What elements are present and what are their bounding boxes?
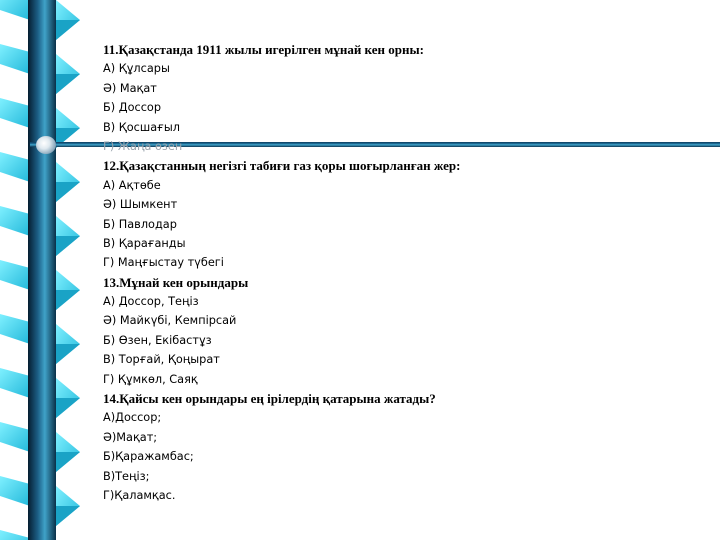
ribbon-left-segment — [0, 530, 30, 540]
question-block — [103, 40, 703, 156]
ribbon-left-segment — [0, 476, 30, 506]
ribbon-left-segment — [0, 98, 30, 128]
answer-option: А) Доссор, Теңіз — [103, 295, 199, 309]
question-title: 14.Қайсы кен орындары ең ірілердің қатарына жатады? — [103, 391, 436, 407]
answer-option: Б) Павлодар — [103, 217, 177, 231]
answer-option: А) Ақтөбе — [103, 178, 161, 192]
question-title: 13.Мұнай кен орындары — [103, 274, 249, 290]
answer-option: Ә) Шымкент — [103, 198, 178, 212]
question-block — [103, 389, 703, 505]
quiz-content — [103, 40, 703, 505]
answer-option: Ә)Мақат; — [103, 430, 158, 444]
ribbon-left-segment — [0, 44, 30, 74]
answer-option: Б) Өзен, Екібастұз — [103, 333, 212, 347]
answer-option: Г) Маңғыстау түбегі — [103, 256, 224, 270]
answer-option: Г)Қаламқас. — [103, 488, 176, 502]
vertical-bar — [28, 0, 56, 540]
orb-ornament — [36, 136, 56, 154]
ribbon-left-segment — [0, 314, 30, 344]
answer-option: Ә) Майкүбі, Кемпірсай — [103, 314, 237, 328]
answer-option: В) Қарағанды — [103, 236, 186, 250]
answer-option: А)Доссор; — [103, 411, 162, 425]
ribbon-left-segment — [0, 206, 30, 236]
answer-option: В) Қосшағыл — [103, 120, 180, 134]
answer-option: В)Теңіз; — [103, 469, 150, 483]
decorative-ribbon-border — [0, 0, 110, 540]
answer-option: В) Торғай, Қоңырат — [103, 353, 220, 367]
ribbon-left-segment — [0, 260, 30, 290]
answer-option: Б) Доссор — [103, 101, 161, 115]
answer-option: Ә) Мақат — [103, 81, 157, 95]
answer-option: Б)Қаражамбас; — [103, 450, 194, 464]
answer-option: А) Құлсары — [103, 62, 170, 76]
ribbon-left-segment — [0, 422, 30, 452]
question-block — [103, 156, 703, 272]
ribbon-left-segment — [0, 152, 30, 182]
answer-option: Г) Құмкөл, Саяқ — [103, 372, 198, 386]
ribbon-left-segment — [0, 368, 30, 398]
ribbon-left-segment — [0, 0, 30, 20]
answer-option: Г) Жаңа өзен — [103, 139, 183, 153]
question-title: 12.Қазақстанның негізгі табиғи газ қоры шоғырланған жер: — [103, 158, 461, 174]
question-block — [103, 273, 703, 389]
question-title: 11.Қазақстанда 1911 жылы игерілген мұнай кен орны: — [103, 42, 424, 57]
